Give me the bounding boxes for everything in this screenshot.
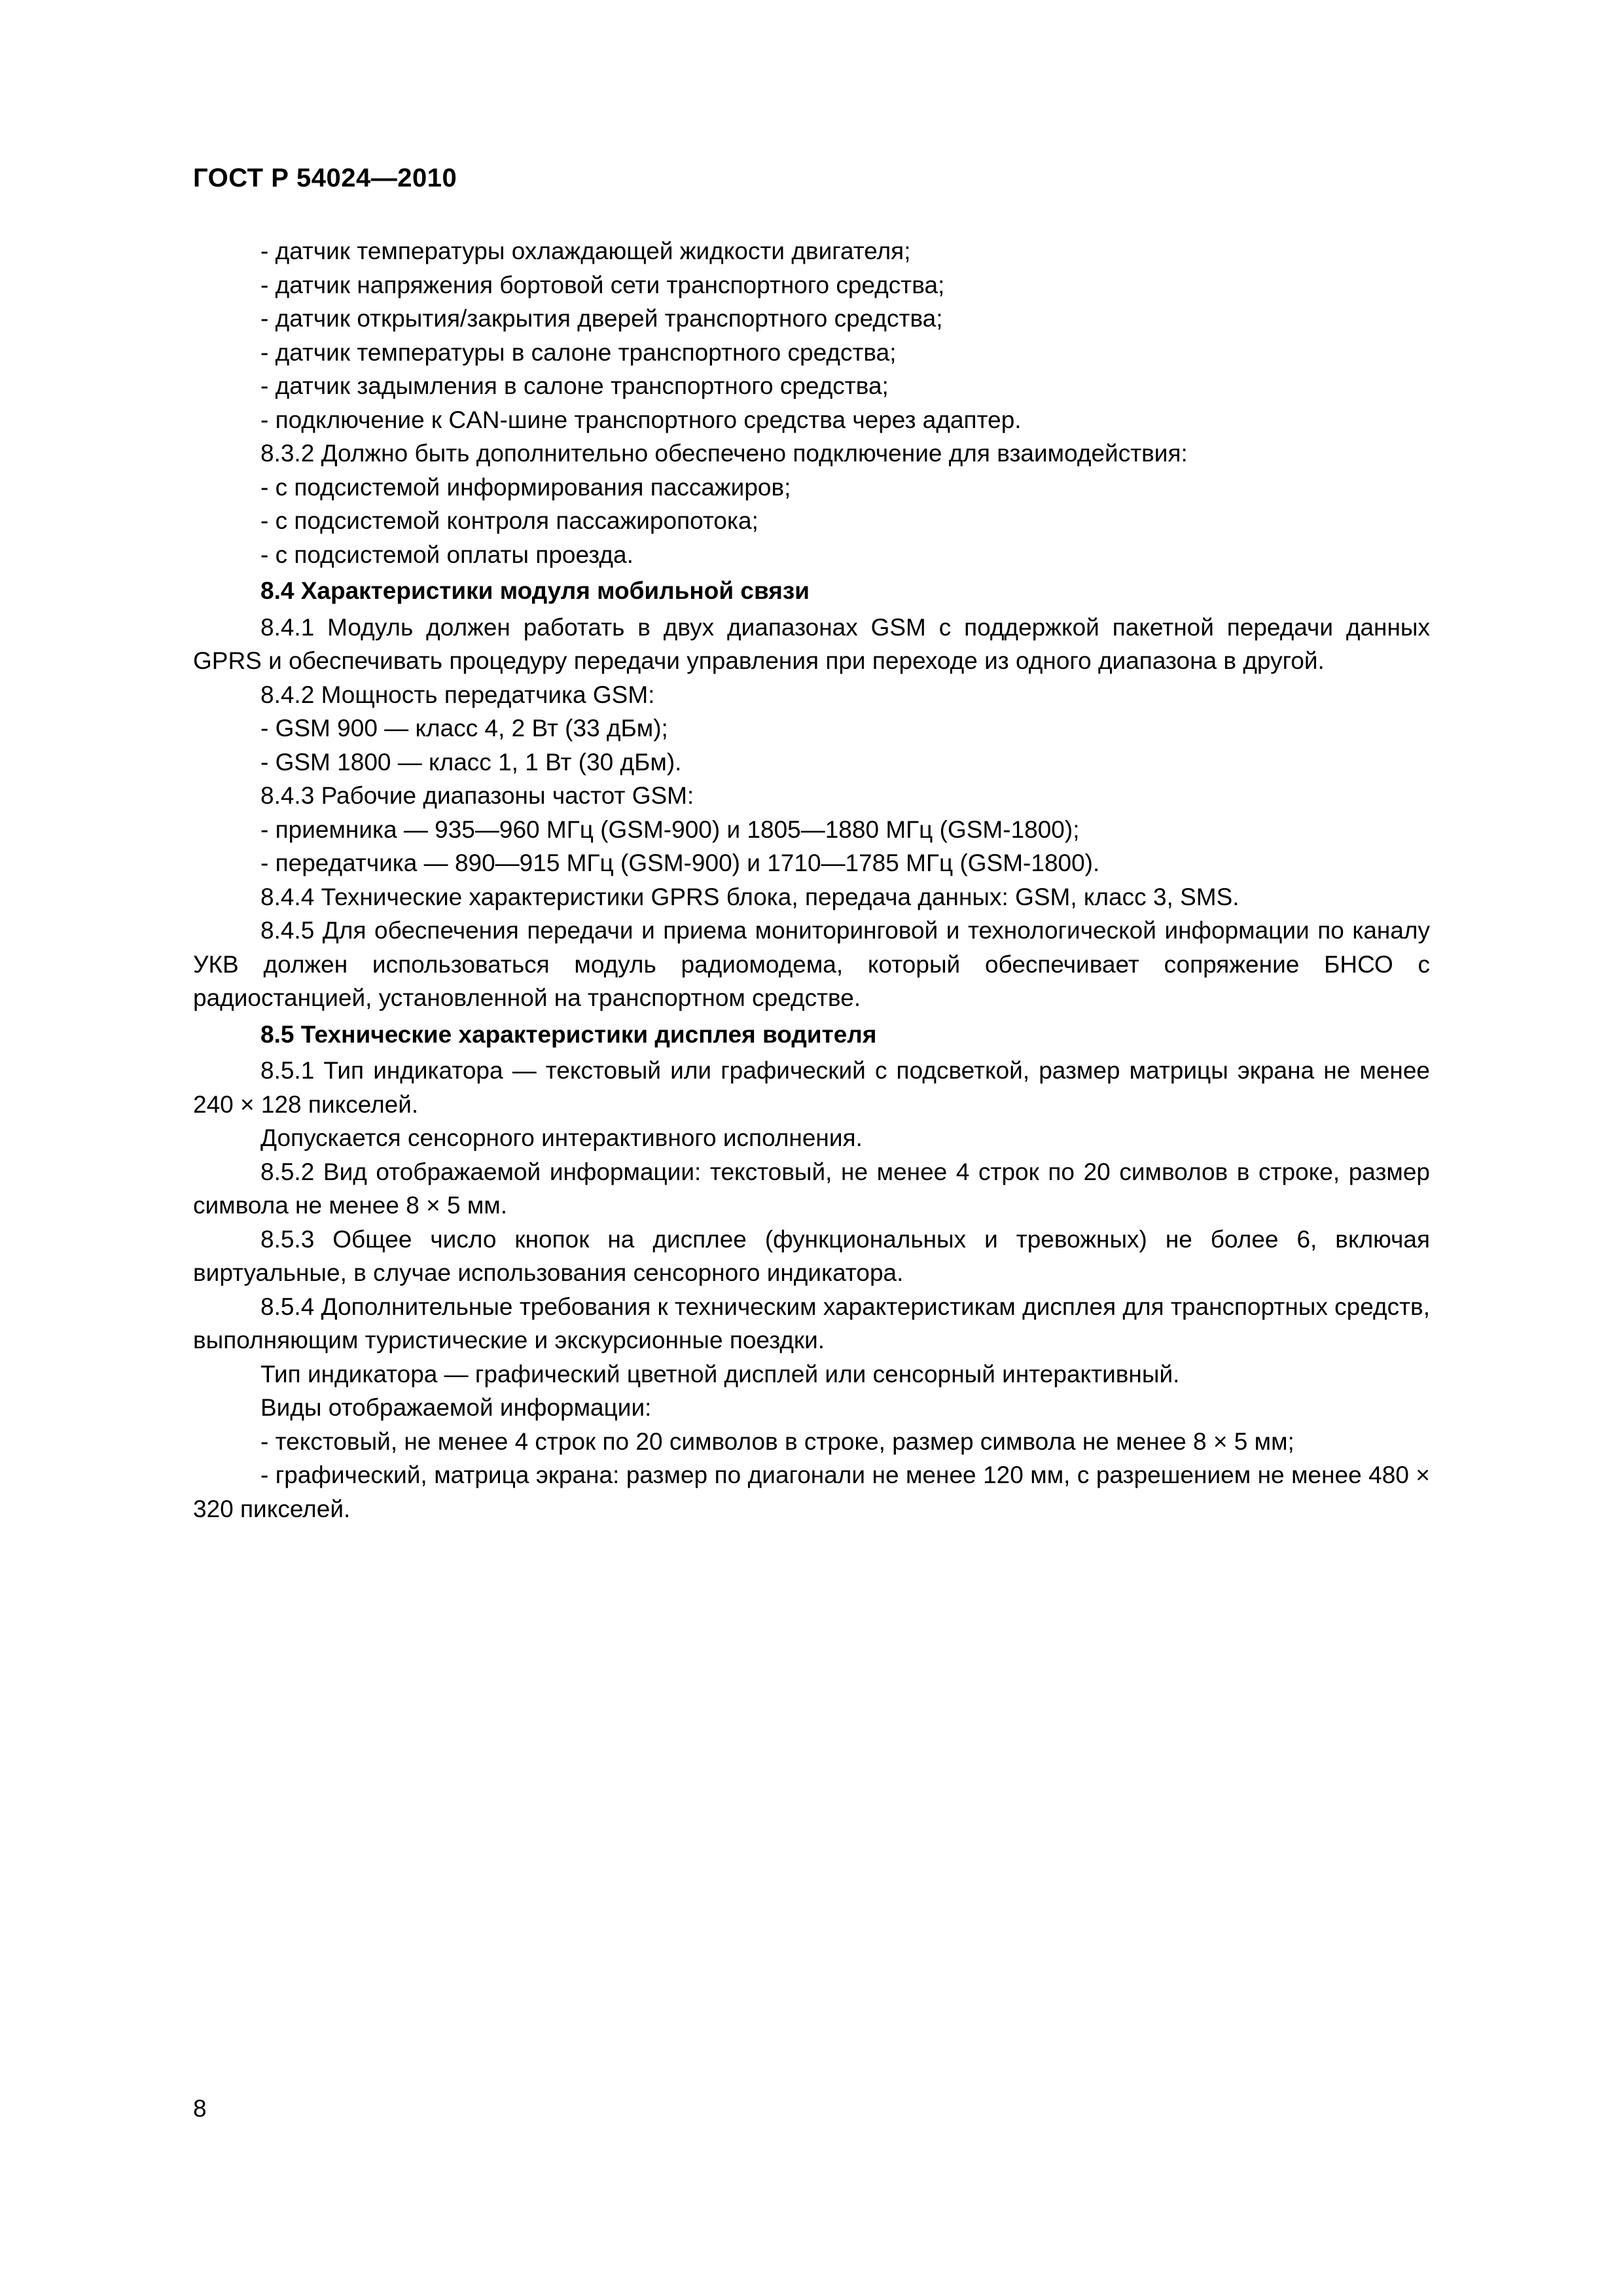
list-item: - с подсистемой контроля пассажиропотока; xyxy=(260,507,758,534)
list-item: - датчик задымления в салоне транспортного средства; xyxy=(260,372,889,399)
clause-8-4-4: 8.4.4 Технические характеристики GPRS блока, передача данных: GSM, класс 3, SMS. xyxy=(260,883,1240,910)
list-item: - передатчика — 890—915 МГц (GSM-900) и 1710—1785 МГц (GSM-1800). xyxy=(260,850,1100,876)
clause-8-5-1: 8.5.1 Тип индикатора — текстовый или графический с подсветкой, размер матрицы экрана не менее 240 × 128 пикселей. xyxy=(193,1057,1430,1118)
list-item: - текстовый, не менее 4 строк по 20 символов в строке, размер символа не менее 8 × 5 мм; xyxy=(260,1427,1294,1455)
list-item: - датчик температуры в салоне транспортного средства; xyxy=(260,338,897,366)
list-item: - GSM 1800 — класс 1, 1 Вт (30 дБм). xyxy=(260,748,682,776)
page-number: 8 xyxy=(193,2095,207,2122)
list-item: - датчик напряжения бортовой сети транспортного средства; xyxy=(260,271,945,298)
clause-8-4-1: 8.4.1 Модуль должен работать в двух диапазонах GSM с поддержкой пакетной передачи данных GPRS и обеспечивать процедуру передачи управления при переходе из одного диапазона в другой. xyxy=(193,613,1430,674)
section-heading-8-4: 8.4 Характеристики модуля мобильной связи xyxy=(260,577,810,604)
list-item: - с подсистемой оплаты проезда. xyxy=(260,541,633,568)
paragraph: Допускается сенсорного интерактивного исполнения. xyxy=(260,1124,863,1151)
clause-8-5-3: 8.5.3 Общее число кнопок на дисплее (функциональных и тревожных) не более 6, включая виртуальные, в случае использования сенсорного индикатора. xyxy=(193,1225,1430,1286)
clause-8-5-2: 8.5.2 Вид отображаемой информации: текстовый, не менее 4 строк по 20 символов в строке, размер символа не менее 8 × 5 мм. xyxy=(193,1158,1430,1219)
clause-8-5-4: 8.5.4 Дополнительные требования к техническим характеристикам дисплея для транспортных средств, выполняющим туристические и экскурсионные поездки. xyxy=(193,1293,1430,1354)
list-item: - датчик температуры охлаждающей жидкости двигателя; xyxy=(260,238,911,264)
document-header-id: ГОСТ Р 54024—2010 xyxy=(193,164,457,192)
list-item: - с подсистемой информирования пассажиров; xyxy=(260,473,791,501)
list-item: - подключение к CAN-шине транспортного средства через адаптер. xyxy=(260,406,1022,433)
document-body xyxy=(193,234,1430,1526)
clause-8-3-2: 8.3.2 Должно быть дополнительно обеспечено подключение для взаимодействия: xyxy=(260,440,1188,467)
list-item: - графический, матрица экрана: размер по диагонали не менее 120 мм, с разрешением не менее 480 × 320 пикселей. xyxy=(193,1462,1430,1522)
section-heading-8-5: 8.5 Технические характеристики дисплея водителя xyxy=(260,1020,877,1048)
list-item: - датчик открытия/закрытия дверей транспортного средства; xyxy=(260,305,943,332)
list-item: - GSM 900 — класс 4, 2 Вт (33 дБм); xyxy=(260,715,668,742)
clause-8-4-3: 8.4.3 Рабочие диапазоны частот GSM: xyxy=(260,782,694,809)
paragraph: Виды отображаемой информации: xyxy=(260,1394,652,1421)
clause-8-4-5: 8.4.5 Для обеспечения передачи и приема мониторинговой и технологической информации по каналу УКВ должен использоваться модуль радиомодема, который обеспечивает сопряжение БНСО с радиостанцией, установленной на транспортном средстве. xyxy=(193,917,1430,1011)
clause-8-4-2: 8.4.2 Мощность передатчика GSM: xyxy=(260,681,655,708)
paragraph: Тип индикатора — графический цветной дисплей или сенсорный интерактивный. xyxy=(260,1360,1180,1388)
list-item: - приемника — 935—960 МГц (GSM-900) и 1805—1880 МГц (GSM-1800); xyxy=(260,816,1080,843)
